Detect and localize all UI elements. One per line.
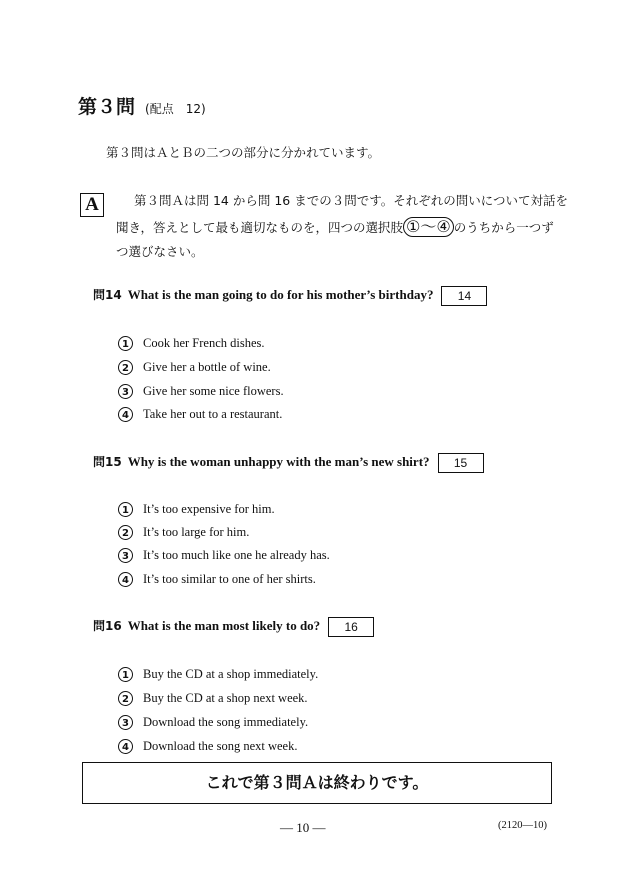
option-item[interactable] [118,359,271,375]
option-number: 1 [118,667,133,682]
option-text: Give her a bottle of wine. [143,359,271,374]
question-text: Why is the woman unhappy with the man’s new shirt? [127,454,430,469]
option-text: Buy the CD at a shop next week. [143,690,308,705]
option-number: 1 [118,502,133,517]
option-number: 1 [118,336,133,351]
part-a-instruction-line-1: 第３問Ａは問 14 から問 16 までの３問です。それぞれの問いについて対話を [134,193,568,208]
question-text: What is the man most likely to do? [127,618,321,633]
option-text: Cook her French dishes. [143,335,265,350]
section-points: (配点 12) [145,102,206,116]
option-item[interactable] [118,666,318,682]
option-range: ①〜④ [403,217,454,237]
option-number: 3 [118,715,133,730]
option-number: 4 [118,739,133,754]
option-number: 2 [118,525,133,540]
option-item[interactable] [118,501,275,517]
option-text: It’s too expensive for him. [143,501,275,516]
page-number: — 10 — [280,820,326,835]
option-text: Buy the CD at a shop immediately. [143,666,319,681]
question-text: What is the man going to do for his mother’s birthday? [127,287,434,302]
option-item[interactable] [118,690,308,706]
answer-box[interactable]: 15 [438,453,484,473]
answer-box[interactable]: 16 [328,617,374,637]
part-a-instruction-line-2 [116,217,554,237]
option-number: 4 [118,407,133,422]
end-notice-box: これで第３問Ａは終わりです。 [82,762,552,804]
section-number: 第３問 [78,96,136,118]
option-number: 3 [118,548,133,563]
option-item[interactable] [118,524,249,540]
instruction-text: のうちから一つず [453,220,554,235]
option-text: It’s too similar to one of her shirts. [143,571,316,586]
section-intro: 第３問はＡとＢの二つの部分に分かれています。 [106,145,381,160]
option-item[interactable] [118,383,284,399]
answer-box[interactable]: 14 [441,286,487,306]
option-item[interactable] [118,547,330,563]
question-number: 問14 [93,288,122,302]
page-code: (2120—10) [498,820,547,831]
option-item[interactable] [118,406,282,422]
part-label-box: A [80,193,104,217]
option-text: It’s too much like one he already has. [143,547,330,562]
question-15 [93,453,484,473]
option-text: It’s too large for him. [143,524,250,539]
section-title [78,92,206,119]
option-text: Download the song immediately. [143,714,309,729]
option-text: Take her out to a restaurant. [143,406,283,421]
option-item[interactable] [118,335,265,351]
option-text: Give her some nice flowers. [143,383,284,398]
option-number: 2 [118,360,133,375]
option-text: Download the song next week. [143,738,298,753]
option-number: 2 [118,691,133,706]
option-item[interactable] [118,738,297,754]
option-item[interactable] [118,571,316,587]
question-14 [93,286,487,306]
option-item[interactable] [118,714,308,730]
option-number: 4 [118,572,133,587]
option-number: 3 [118,384,133,399]
part-a-instruction-line-3: つ選びなさい。 [116,244,204,259]
question-16 [93,617,374,637]
question-number: 問16 [93,619,122,633]
question-number: 問15 [93,455,122,469]
instruction-text: 聞き，答えとして最も適切なものを，四つの選択肢 [116,220,404,235]
